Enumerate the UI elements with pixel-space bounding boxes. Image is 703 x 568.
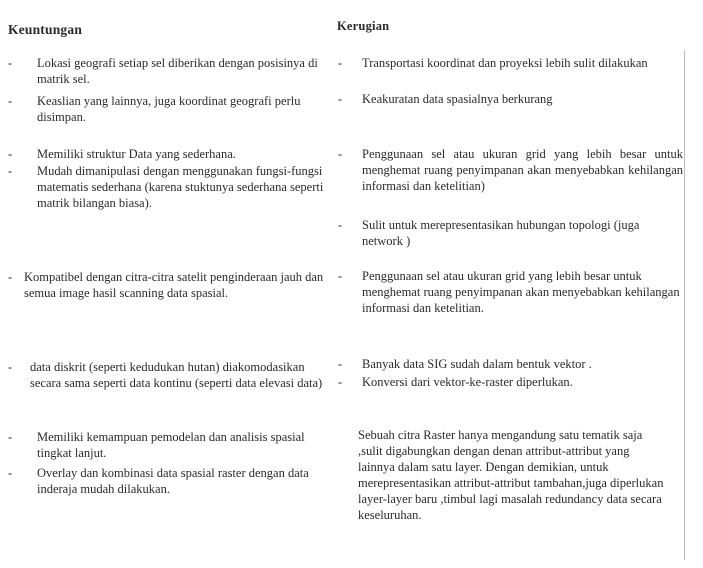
disadvantage-text: Sebuah citra Raster hanya mengandung satu tematik saja ,sulit digabungkan dengan denan attribut-attribut yang lainnya dalam satu layer. Dengan demikian, untuk merepresentasikan attribut-attribut tambahan,juga diperlukan layer-layer baru ,timbul lagi masalah redundancy data secara keseluruhan. bbox=[358, 428, 664, 522]
advantage-text: data diskrit (seperti kedudukan hutan) diakomodasikan secara sama seperti data kontinu (seperti data elevasi data) bbox=[30, 360, 323, 390]
header-kerugian: Kerugian bbox=[337, 19, 390, 33]
bullet-dash: - bbox=[8, 360, 13, 374]
advantage-text: Keaslian yang lainnya, juga koordinat geografi perlu disimpan. bbox=[37, 94, 301, 124]
advantage-text: Lokasi geografi setiap sel diberikan dengan posisinya di matrik sel. bbox=[37, 56, 318, 86]
bullet-dash: - bbox=[338, 56, 343, 70]
bullet-dash: - bbox=[338, 92, 343, 106]
advantage-text: Memiliki kemampuan pemodelan dan analisis spasial tingkat lanjut. bbox=[37, 430, 305, 460]
disadvantage-text: Konversi dari vektor-ke-raster diperlukan. bbox=[362, 375, 573, 389]
bullet-dash: - bbox=[8, 94, 13, 108]
disadvantage-item bbox=[338, 217, 683, 249]
advantage-item bbox=[8, 163, 333, 211]
disadvantage-text: Sulit untuk merepresentasikan hubungan topologi (juga network ) bbox=[362, 218, 640, 248]
bullet-dash: - bbox=[338, 269, 343, 283]
disadvantage-item bbox=[338, 268, 683, 316]
bullet-dash: - bbox=[338, 218, 343, 232]
advantage-item bbox=[8, 55, 333, 87]
bullet-dash: - bbox=[8, 147, 13, 161]
advantage-item bbox=[8, 93, 333, 125]
column-border bbox=[684, 50, 685, 560]
disadvantage-item bbox=[338, 91, 683, 107]
disadvantage-text: Penggunaan sel atau ukuran grid yang lebih besar untuk menghemat ruang penyimpanan akan menyebabkan kehilangan informasi dan ketelitian. bbox=[362, 269, 680, 315]
disadvantage-item bbox=[338, 55, 683, 71]
disadvantage-text: Penggunaan sel atau ukuran grid yang lebih besar untuk menghemat ruang penyimpanan akan menyebabkan kehilangan informasi dan ketelitian) bbox=[362, 147, 683, 193]
disadvantage-text: Keakuratan data spasialnya berkurang bbox=[362, 92, 553, 106]
bullet-dash: - bbox=[338, 375, 343, 389]
disadvantage-text: Transportasi koordinat dan proyeksi lebih sulit dilakukan bbox=[362, 56, 648, 70]
bullet-dash: - bbox=[338, 357, 343, 371]
advantage-item bbox=[8, 429, 333, 461]
advantage-text: Overlay dan kombinasi data spasial raster dengan data inderaja mudah dilakukan. bbox=[37, 466, 309, 496]
advantage-item bbox=[8, 465, 333, 497]
advantage-item bbox=[8, 146, 333, 162]
disadvantage-item bbox=[338, 427, 683, 523]
disadvantage-item bbox=[338, 374, 683, 390]
advantage-item bbox=[8, 269, 333, 301]
advantage-text: Memiliki struktur Data yang sederhana. bbox=[37, 147, 236, 161]
bullet-dash: - bbox=[8, 466, 13, 480]
advantage-text: Kompatibel dengan citra-citra satelit penginderaan jauh dan semua image hasil scanning data spasial. bbox=[24, 270, 324, 300]
advantage-item bbox=[8, 359, 333, 391]
bullet-dash: - bbox=[8, 164, 13, 178]
advantage-text: Mudah dimanipulasi dengan menggunakan fungsi-fungsi matematis sederhana (karena stuktunya sederhana seperti matrik bilangan biasa). bbox=[37, 164, 324, 210]
bullet-dash: - bbox=[338, 147, 343, 161]
header-keuntungan: Keuntungan bbox=[8, 22, 83, 37]
disadvantage-item bbox=[338, 146, 683, 194]
bullet-dash: - bbox=[8, 56, 13, 70]
bullet-dash: - bbox=[8, 270, 13, 284]
disadvantage-text: Banyak data SIG sudah dalam bentuk vektor . bbox=[362, 357, 592, 371]
bullet-dash: - bbox=[8, 430, 13, 444]
disadvantage-item bbox=[338, 356, 683, 372]
